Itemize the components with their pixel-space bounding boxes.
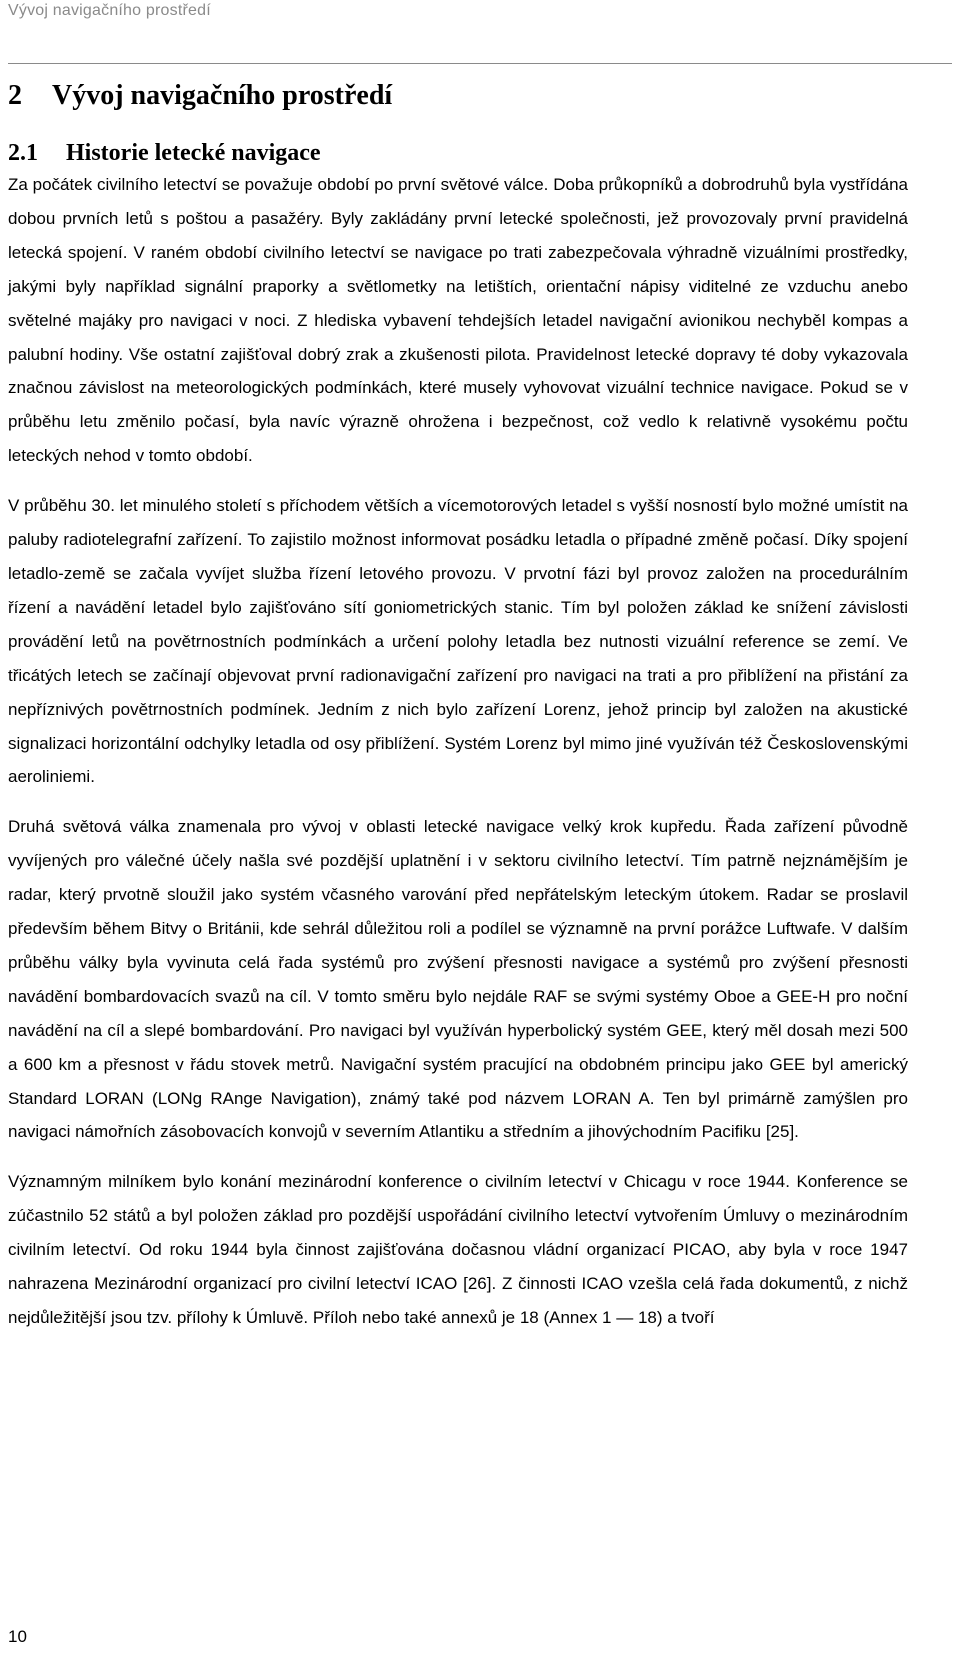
section-number: 2.1 [8,140,38,166]
chapter-number: 2 [8,80,22,111]
page-number: 10 [8,1627,27,1646]
body-text [8,168,908,1351]
paragraph-3: Druhá světová válka znamenala pro vývoj v oblasti letecké navigace velký krok kupředu. Řada zařízení původně vyvíjených pro válečné účely našla své pozdější uplatnění i v sektoru civilního letectví. Tím patrně nejznámějším je radar, který prvotně sloužil jako systém včasného varování před nepřátelským leteckým útokem. Radar se proslavil především během Bitvy o Británii, kde sehrál důležitou roli a podílel se významně na první porážce Luftwafe. V dalším průběhu války byla vyvinuta celá řada systémů pro zvýšení přesnosti navigace a systémů pro zvýšení přesnosti navádění bombardovacích svazů na cíl. V tomto směru bylo nejdále RAF se svými systémy Oboe a GEE-H pro noční navádění na cíl a slepé bombardování. Pro navigaci byl využíván hyperbolický systém GEE, který měl dosah mezi 500 a 600 km a přesnost v řádu stovek metrů. Navigační systém pracující na obdobném principu jako GEE byl americký Standard LORAN (LONg RAnge Navigation), známý také pod názvem LORAN A. Ten byl primárně zamýšlen pro navigaci námořních zásobovacích konvojů v severním Atlantiku a středním a jihovýchodním Pacifiku [25]. [8,817,908,1142]
chapter-title: Vývoj navigačního prostředí [52,80,393,111]
chapter-heading [8,76,392,116]
paragraph-2: V průběhu 30. let minulého století s příchodem větších a vícemotorových letadel s vyšší nosností bylo možné umístit na paluby radiotelegrafní zařízení. To zajistilo možnost informovat posádku letadla o případné změně počasí. Díky spojení letadlo-země se začala vyvíjet služba řízení letového provozu. V prvotní fázi byl provoz založen na procedurálním řízení a navádění letadel bylo zajišťováno sítí goniometrických stanic. Tím byl položen základ ke snížení závislosti provádění letů na povětrnostních podmínkách a určení polohy letadla bez nutnosti vizuální reference se zemí. Ve třicátých letech se začínají objevovat první radionavigační zařízení pro navigaci na trati a pro přiblížení na přistání za nepříznivých povětrnostních podmínek. Jedním z nich bylo zařízení Lorenz, jehož princip byl založen na akustické signalizaci horizontální odchylky letadla od osy přiblížení. Systém Lorenz byl mimo jiné využíván též Československými aeroliniemi. [8,496,908,787]
running-header: Vývoj navigačního prostředí [8,2,211,19]
header-divider [8,63,952,64]
paragraph-1: Za počátek civilního letectví se považuje období po první světové válce. Doba průkopníků a dobrodruhů byla vystřídána dobou prvních letů s poštou a pasažéry. Byly zakládány první letecké společnosti, jež provozovaly první pravidelná letecká spojení. V raném období civilního letectví se navigace po trati zabezpečovala výhradně vizuálními prostředky, jakými byly například signální praporky a světlometky na letištích, orientační nápisy viditelné ze vzduchu anebo světelné majáky pro navigaci v noci. Z hlediska vybavení tehdejších letadel navigační avionikou nechyběl kompas a palubní hodiny. Vše ostatní zajišťoval dobrý zrak a zkušenosti pilota. Pravidelnost letecké dopravy té doby vykazovala značnou závislost na meteorologických podmínkách, které musely vyhovovat vizuální technice navigace. Pokud se v průběhu letu změnilo počasí, byla navíc výrazně ohrožena i bezpečnost, což vedlo k relativně vysokému počtu leteckých nehod v tomto období. [8,175,908,466]
paragraph-4: Významným milníkem bylo konání mezinárodní konference o civilním letectví v Chicagu v roce 1944. Konference se zúčastnilo 52 států a byl položen základ pro pozdější uspořádání civilního letectví vytvořením Úmluvy o mezinárodním civilním letectví. Od roku 1944 byla činnost zajišťována dočasnou vládní organizací PICAO, aby byla v roce 1947 nahrazena Mezinárodní organizací pro civilní letectví ICAO [26]. Z činnosti ICAO vzešla celá řada dokumentů, z nichž nejdůležitější jsou tzv. přílohy k Úmluvě. Příloh nebo také annexů je 18 (Annex 1 — 18) a tvoří [8,1172,908,1327]
section-title: Historie letecké navigace [66,140,321,166]
section-heading [8,136,321,170]
